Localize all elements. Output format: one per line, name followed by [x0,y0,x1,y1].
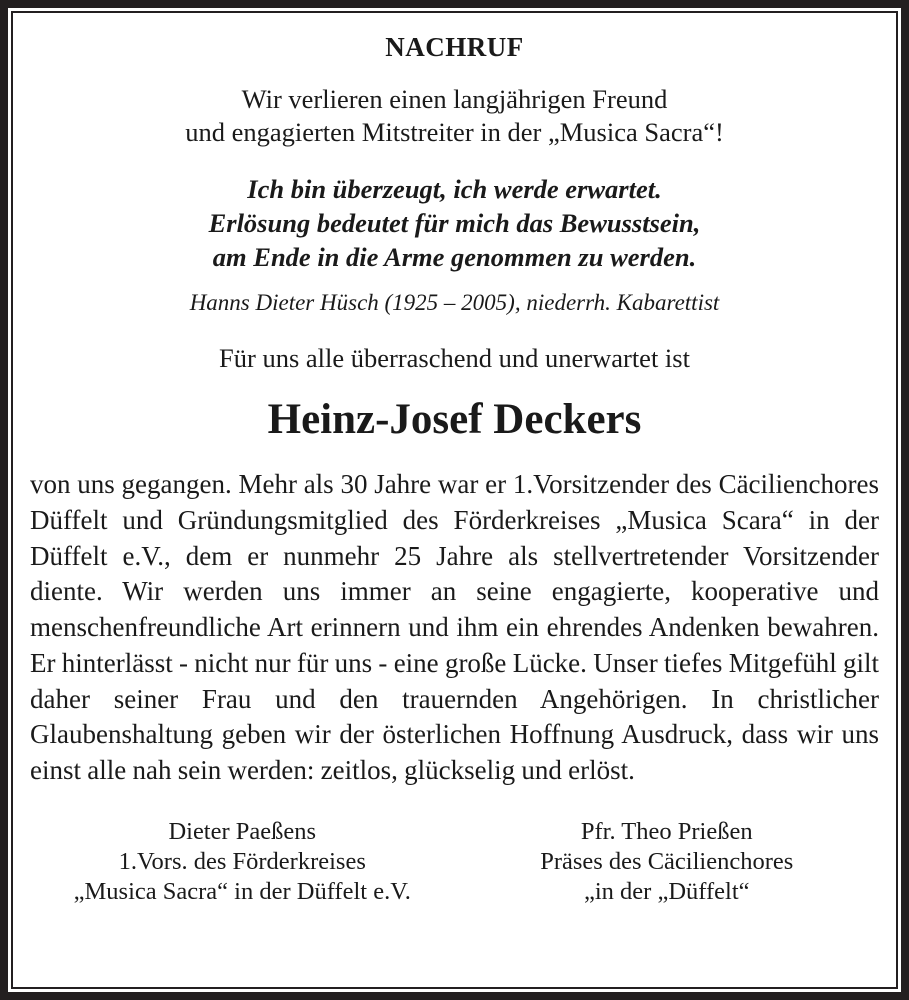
intro-line: Wir verlieren einen langjährigen Freund [241,83,668,114]
quote-line: am Ende in die Arme genommen zu werden. [212,241,697,272]
signatory-role: Präses des Cäcilienchores [540,848,794,876]
intro-line: und engagierten Mitstreiter in der „Musica Sacra“! [185,117,724,148]
signatory-organization: „Musica Sacra“ in der Düffelt e.V. [73,878,411,906]
quote-attribution: Hanns Dieter Hüsch (1925 – 2005), niederrh. Kabarettist [189,290,720,316]
memorial-quote [30,173,879,274]
signature-right [455,817,880,907]
signatory-name: Pfr. Theo Prießen [580,817,753,845]
leadin-text: Für uns alle überraschend und unerwartet ist [219,342,690,373]
notice-content [13,13,896,987]
quote-line: Ich bin überzeugt, ich werde erwartet. [247,174,662,205]
quote-line: Erlösung bedeutet für mich das Bewusstsein, [208,208,701,239]
obituary-body: von uns gegangen. Mehr als 30 Jahre war er 1.Vorsitzender des Cäcilienchores Düffelt und Gründungsmitglied des Förderkreises „Musica Scara“ in der Düffelt e.V., dem er nunmehr 25 Jahre als stellvertretender Vorsitzender diente. Wir werden uns immer an seine engagierte, kooperative und menschenfreundliche Art erinnern und ihm ein ehrendes Andenken bewahren. Er hinterlässt - nicht nur für uns - eine große Lücke. Unser tiefes Mitgefühl gilt daher seiner Frau und den trauernden Angehörigen. In christlicher Glaubenshaltung geben wir der österlichen Hoffnung Ausdruck, dass wir uns einst alle nah sein werden: zeitlos, glückselig und erlöst. [30,469,879,786]
signature-block [30,817,879,907]
signatory-name: Dieter Paeßens [168,817,317,845]
signatory-organization: „in der „Düffelt“ [583,878,750,906]
notice-heading: NACHRUF [385,32,524,62]
intro-text [30,83,879,150]
signatory-role: 1.Vors. des Förderkreises [118,848,366,876]
deceased-name: Heinz-Josef Deckers [267,395,642,443]
signature-left [30,817,455,907]
